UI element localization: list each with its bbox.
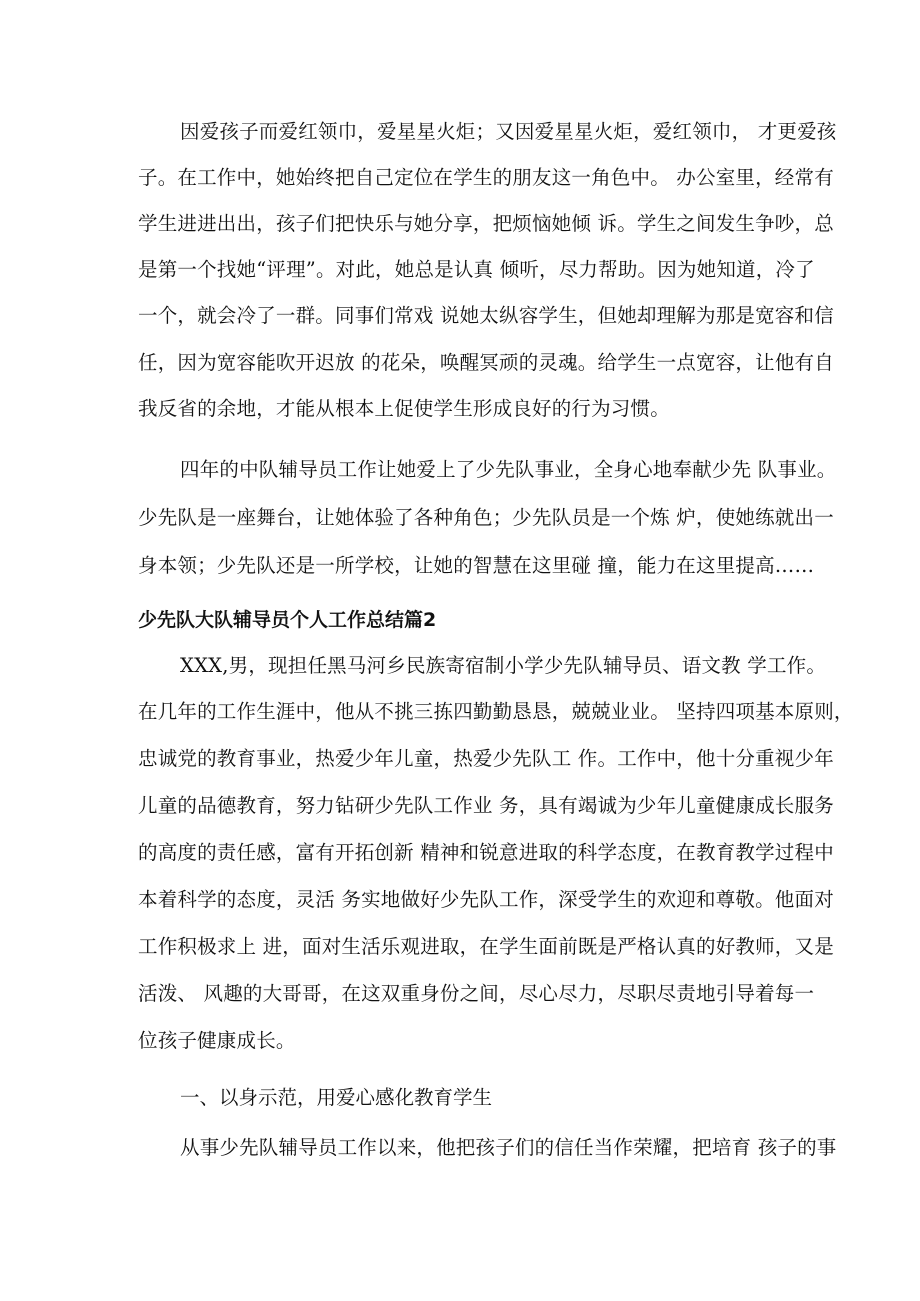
- paragraph-1-line-2: 子。在工作中，她始终把自己定位在学生的朋友这一角色中。 办公室里，经常有: [138, 166, 834, 189]
- paragraph-3-line-5: 的高度的责任感，富有开拓创新 精神和锐意进取的科学态度，在教育教学过程中: [138, 841, 834, 864]
- paragraph-3-line-2: 在几年的工作生涯中，他从不挑三拣四勤勤恳恳，兢兢业业。 坚持四项基本原则，: [138, 700, 854, 723]
- paragraph-2-line-1: 四年的中队辅导员工作让她爱上了少先队事业，全身心地奉献少先 队事业。: [180, 458, 837, 481]
- paragraph-3-line-7: 工作积极求上 进，面对生活乐观进取，在学生面前既是严格认真的好教师，又是: [138, 935, 834, 958]
- paragraph-1-line-1: 因爱孩子而爱红领巾，爱星星火炬；又因爱星星火炬，爱红领巾， 才更爱孩: [180, 120, 837, 143]
- paragraph-1-line-7: 我反省的余地，才能从根本上促使学生形成良好的行为习惯。: [138, 397, 670, 420]
- paragraph-1-line-5: 一个，就会冷了一群。同事们常戏 说她太纵容学生，但她却理解为那是宽容和信: [138, 304, 834, 327]
- subsection-title: 一、以身示范，用爱心感化教育学生: [180, 1086, 493, 1109]
- paragraph-3-line-3: 忠诚党的教育事业，热爱少年儿童，热爱少先队工 作。工作中，他十分重视少年: [138, 747, 834, 770]
- paragraph-3-line-6: 本着科学的态度，灵活 务实地做好少先队工作，深受学生的欢迎和尊敬。他面对: [138, 888, 834, 911]
- paragraph-1-line-6: 任，因为宽容能吹开迟放 的花朵，唤醒冥顽的灵魂。给学生一点宽容，让他有自: [138, 351, 834, 374]
- paragraph-3-line-4: 儿童的品德教育，努力钻研少先队工作业 务，具有竭诚为少年儿童健康成长服务: [138, 794, 834, 817]
- paragraph-3-line-8: 活泼、 风趣的大哥哥，在这双重身份之间，尽心尽力，尽职尽责地引导着每一: [138, 982, 815, 1005]
- paragraph-3-line-9: 位孩子健康成长。: [138, 1029, 296, 1052]
- paragraph-2-line-2: 少先队是一座舞台，让她体验了各种角色；少先队员是一个炼 炉，使她练就出一: [138, 506, 834, 529]
- paragraph-4-line-1: 从事少先队辅导员工作以来，他把孩子们的信任当作荣耀，把培育 孩子的事: [180, 1136, 837, 1159]
- paragraph-1-line-4: 是第一个找她“评理”。对此，她总是认真 倾听，尽力帮助。因为她知道，冷了: [138, 258, 815, 281]
- paragraph-3-line-1: XXX,男，现担任黑马河乡民族寄宿制小学少先队辅导员、语文教 学工作。: [180, 654, 827, 677]
- paragraph-1-line-3: 学生进进出出，孩子们把快乐与她分享，把烦恼她倾 诉。学生之间发生争吵，总: [138, 212, 834, 235]
- section-heading: 少先队大队辅导员个人工作总结篇2: [138, 609, 437, 631]
- paragraph-2-line-3: 身本领；少先队还是一所学校，让她的智慧在这里碰 撞，能力在这里提高……: [138, 554, 815, 577]
